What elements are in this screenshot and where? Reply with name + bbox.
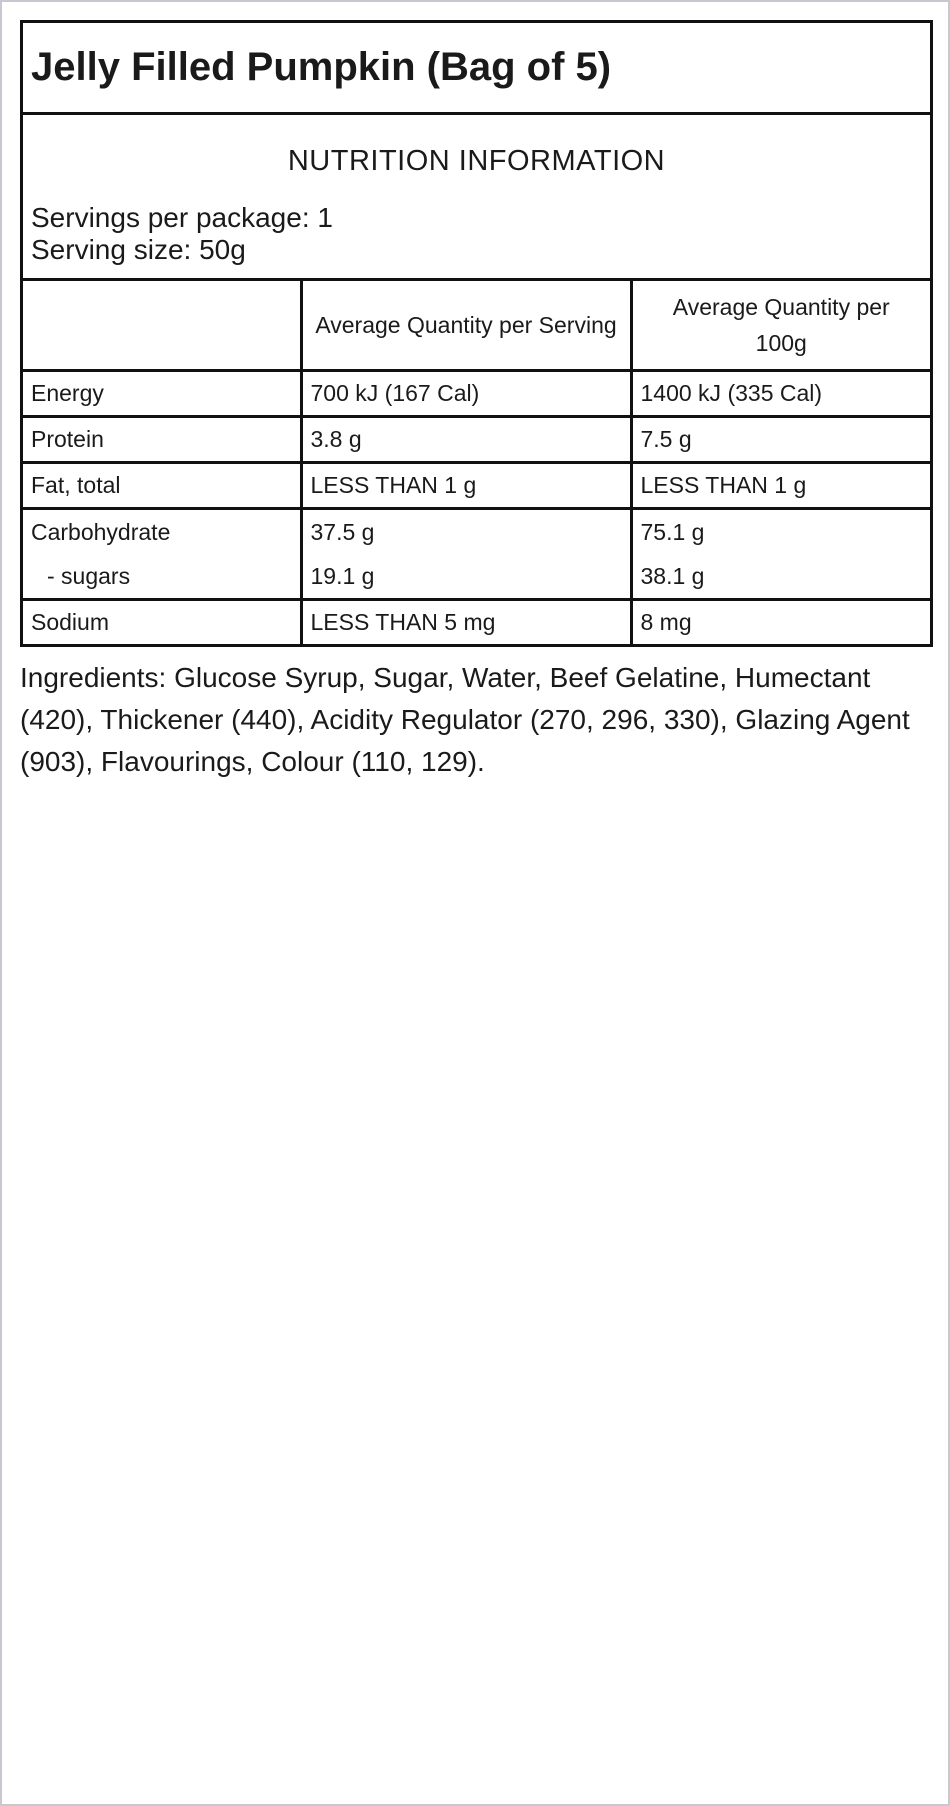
nutrient-name: Carbohydrate: [31, 519, 171, 545]
column-header-per-100g: Average Quantity per 100g: [631, 281, 930, 371]
per-serving-value: LESS THAN 1 g: [301, 463, 631, 509]
servings-per-package: Servings per package: 1: [31, 202, 333, 233]
nutrient-name: Fat, total: [23, 463, 301, 509]
nutrient-name: Protein: [23, 417, 301, 463]
per-serving-value: LESS THAN 5 mg: [301, 600, 631, 645]
nutrition-label: [20, 20, 933, 647]
table-row: [23, 371, 930, 417]
nutrition-heading: NUTRITION INFORMATION: [287, 145, 666, 177]
nutrient-name-cell: [23, 509, 301, 600]
nutrition-header: [23, 115, 930, 281]
column-header-nutrient: [23, 281, 301, 371]
table-row: [23, 600, 930, 645]
sub-per-100g-value: 38.1 g: [640, 563, 705, 589]
per-serving-value: 37.5 g: [310, 519, 375, 545]
nutrition-table: [23, 281, 930, 644]
ingredients-text: Ingredients: Glucose Syrup, Sugar, Water, Beef Gelatine, Humectant (420), Thickener (440), Acidity Regulator (270, 296, 330), Glazing Agent (903), Flavourings, Colour (110, 129).: [20, 662, 910, 777]
table-row: [23, 417, 930, 463]
per-100g-value: 75.1 g: [640, 519, 705, 545]
product-title: Jelly Filled Pumpkin (Bag of 5): [23, 23, 930, 115]
per-100g-value: 7.5 g: [631, 417, 930, 463]
per-serving-cell: [301, 509, 631, 600]
column-header-per-serving: Average Quantity per Serving: [301, 281, 631, 371]
nutrient-name: Sodium: [23, 600, 301, 645]
per-100g-cell: [631, 509, 930, 600]
per-100g-value: 1400 kJ (335 Cal): [631, 371, 930, 417]
table-header-row: [23, 281, 930, 371]
table-row: [23, 509, 930, 600]
table-row: [23, 463, 930, 509]
per-100g-value: LESS THAN 1 g: [631, 463, 930, 509]
per-100g-value: 8 mg: [631, 600, 930, 645]
serving-size: Serving size: 50g: [31, 234, 246, 265]
sub-nutrient-name: - sugars: [47, 563, 131, 589]
nutrient-name: Energy: [23, 371, 301, 417]
nutrition-panel: [20, 20, 933, 783]
sub-per-serving-value: 19.1 g: [310, 563, 375, 589]
per-serving-value: 3.8 g: [301, 417, 631, 463]
per-serving-value: 700 kJ (167 Cal): [301, 371, 631, 417]
